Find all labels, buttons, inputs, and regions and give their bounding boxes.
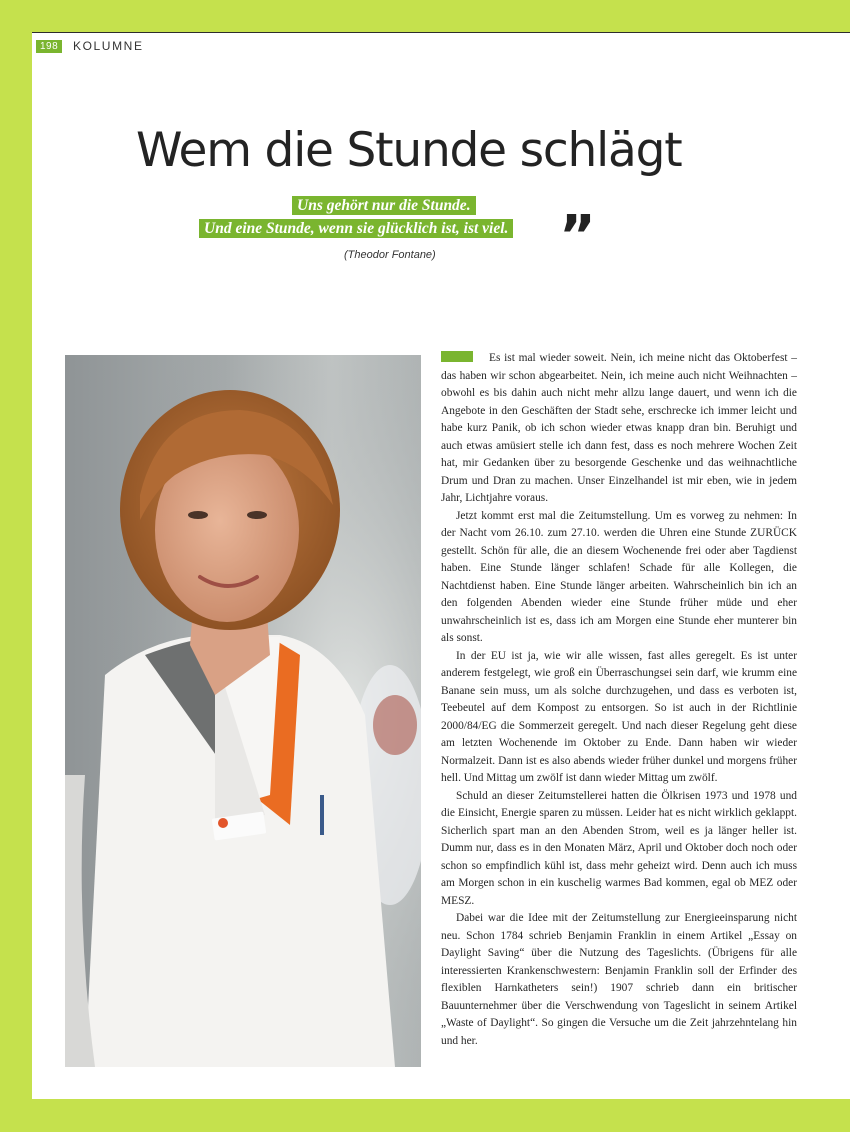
magazine-page bbox=[32, 32, 850, 1099]
lead-bar bbox=[441, 351, 473, 362]
paragraph-2: Jetzt kommt erst mal die Zeitumstellung. Um es vorweg zu nehmen: In der Nacht vom 26.10. zum 27.10. werden die Uhren eine Stunde ZURÜCK gestellt. Schön für alle, die an diesem Wochenende frei oder aber Tagdienst haben. Eine Stunde länger schlafen! Schade für alle Kollegen, die Nachtdienst haben. Eine Stunde länger arbeiten. Wahrscheinlich bin ich an den folgenden Abenden wieder eine Stunde früher müde und eher unwahrscheinlich ist es, dass ich am Morgen eine Stunde eher munterer bin als sonst. bbox=[441, 509, 797, 644]
section-label: KOLUMNE bbox=[73, 39, 144, 53]
quote-line-2: Und eine Stunde, wenn sie glücklich ist, ist viel. bbox=[199, 219, 513, 238]
paragraph-3: In der EU ist ja, wie wir alle wissen, fast alles geregelt. Es ist unter anderem festgelegt, wie groß ein Überraschungsei sein darf, wie krumm eine Banane sein muss, um als solche durchzugehen, und dass es verboten ist, Teebeutel auf dem Kompost zu entsorgen. So ist auch in der Richtlinie 2000/84/EG die Sommerzeit geregelt. Und nach dieser Regelung geht diese am letzten Wochenende im Oktober zu Ende. Dann haben wir wieder Normalzeit. Dann ist es also abends wieder früher dunkel und morgens früher hell. Und Mittag um zwölf ist dann wieder Mittag um zwölf. bbox=[441, 649, 797, 784]
quote-line-1: Uns gehört nur die Stunde. bbox=[292, 196, 476, 215]
paragraph-4: Schuld an dieser Zeitumstellerei hatten die Ölkrisen 1973 und 1978 und die Einsicht, Energie sparen zu müssen. Leider hat es nicht wirklich geklappt. Sicherlich spart man an den Abenden Strom, weil es ja länger heller ist. Dumm nur, dass es in den Monaten März, April und Oktober doch noch oder schon so empfindlich kühl ist, dass mehr geheizt wird. Denn auch ich muss am Morgen schon in ein kuschelig warmes Bad kommen, egal ob MEZ oder MESZ. bbox=[441, 789, 797, 907]
article-body bbox=[441, 350, 797, 1050]
paragraph-1: Es ist mal wieder soweit. Nein, ich meine nicht das Oktoberfest – das haben wir schon abgearbeitet. Nein, ich meine auch nicht Weihnachten – obwohl es bis dahin auch nicht mehr allzu lange dauert, und wenn ich die Angebote in den Geschäften der Stadt sehe, erschrecke ich immer leicht und habe kurz Panik, ob ich schon wieder etwas knapp dran bin. Beruhigt und auch etwas amüsiert stelle ich dann fest, dass es noch mehrere Wochen Zeit hat, mir Gedanken über zu besorgende Geschenke und das weihnachtliche Drum und Dran zu machen. Unser Einzelhandel ist mir eben, wie in jedem Jahr, Lichtjahre voraus. bbox=[441, 352, 797, 504]
page-number: 198 bbox=[36, 40, 62, 53]
author-photo bbox=[65, 355, 421, 1067]
closing-quote-mark: ” bbox=[559, 204, 596, 269]
article-title: Wem die Stunde schlägt bbox=[136, 123, 682, 178]
quote-author: (Theodor Fontane) bbox=[344, 249, 436, 261]
paragraph-5: Dabei war die Idee mit der Zeitumstellung zur Energieeinsparung nicht neu. Schon 1784 schrieb Benjamin Franklin in einem Artikel „Essay on Daylight Saving“ über die Nutzung des Tageslichts. (Übrigens für alle interessierten Krankenschwestern: Benjamin Franklin soll der Erfinder des flexiblen Harnkatheters sein!) 1907 schrieb dann ein britischer Bauunternehmer über die Verschwendung von Tageslicht in seinem Artikel „Waste of Daylight“. So gingen die Versuche um die Zeit jahrzehntelang hin und her. bbox=[441, 912, 797, 1047]
